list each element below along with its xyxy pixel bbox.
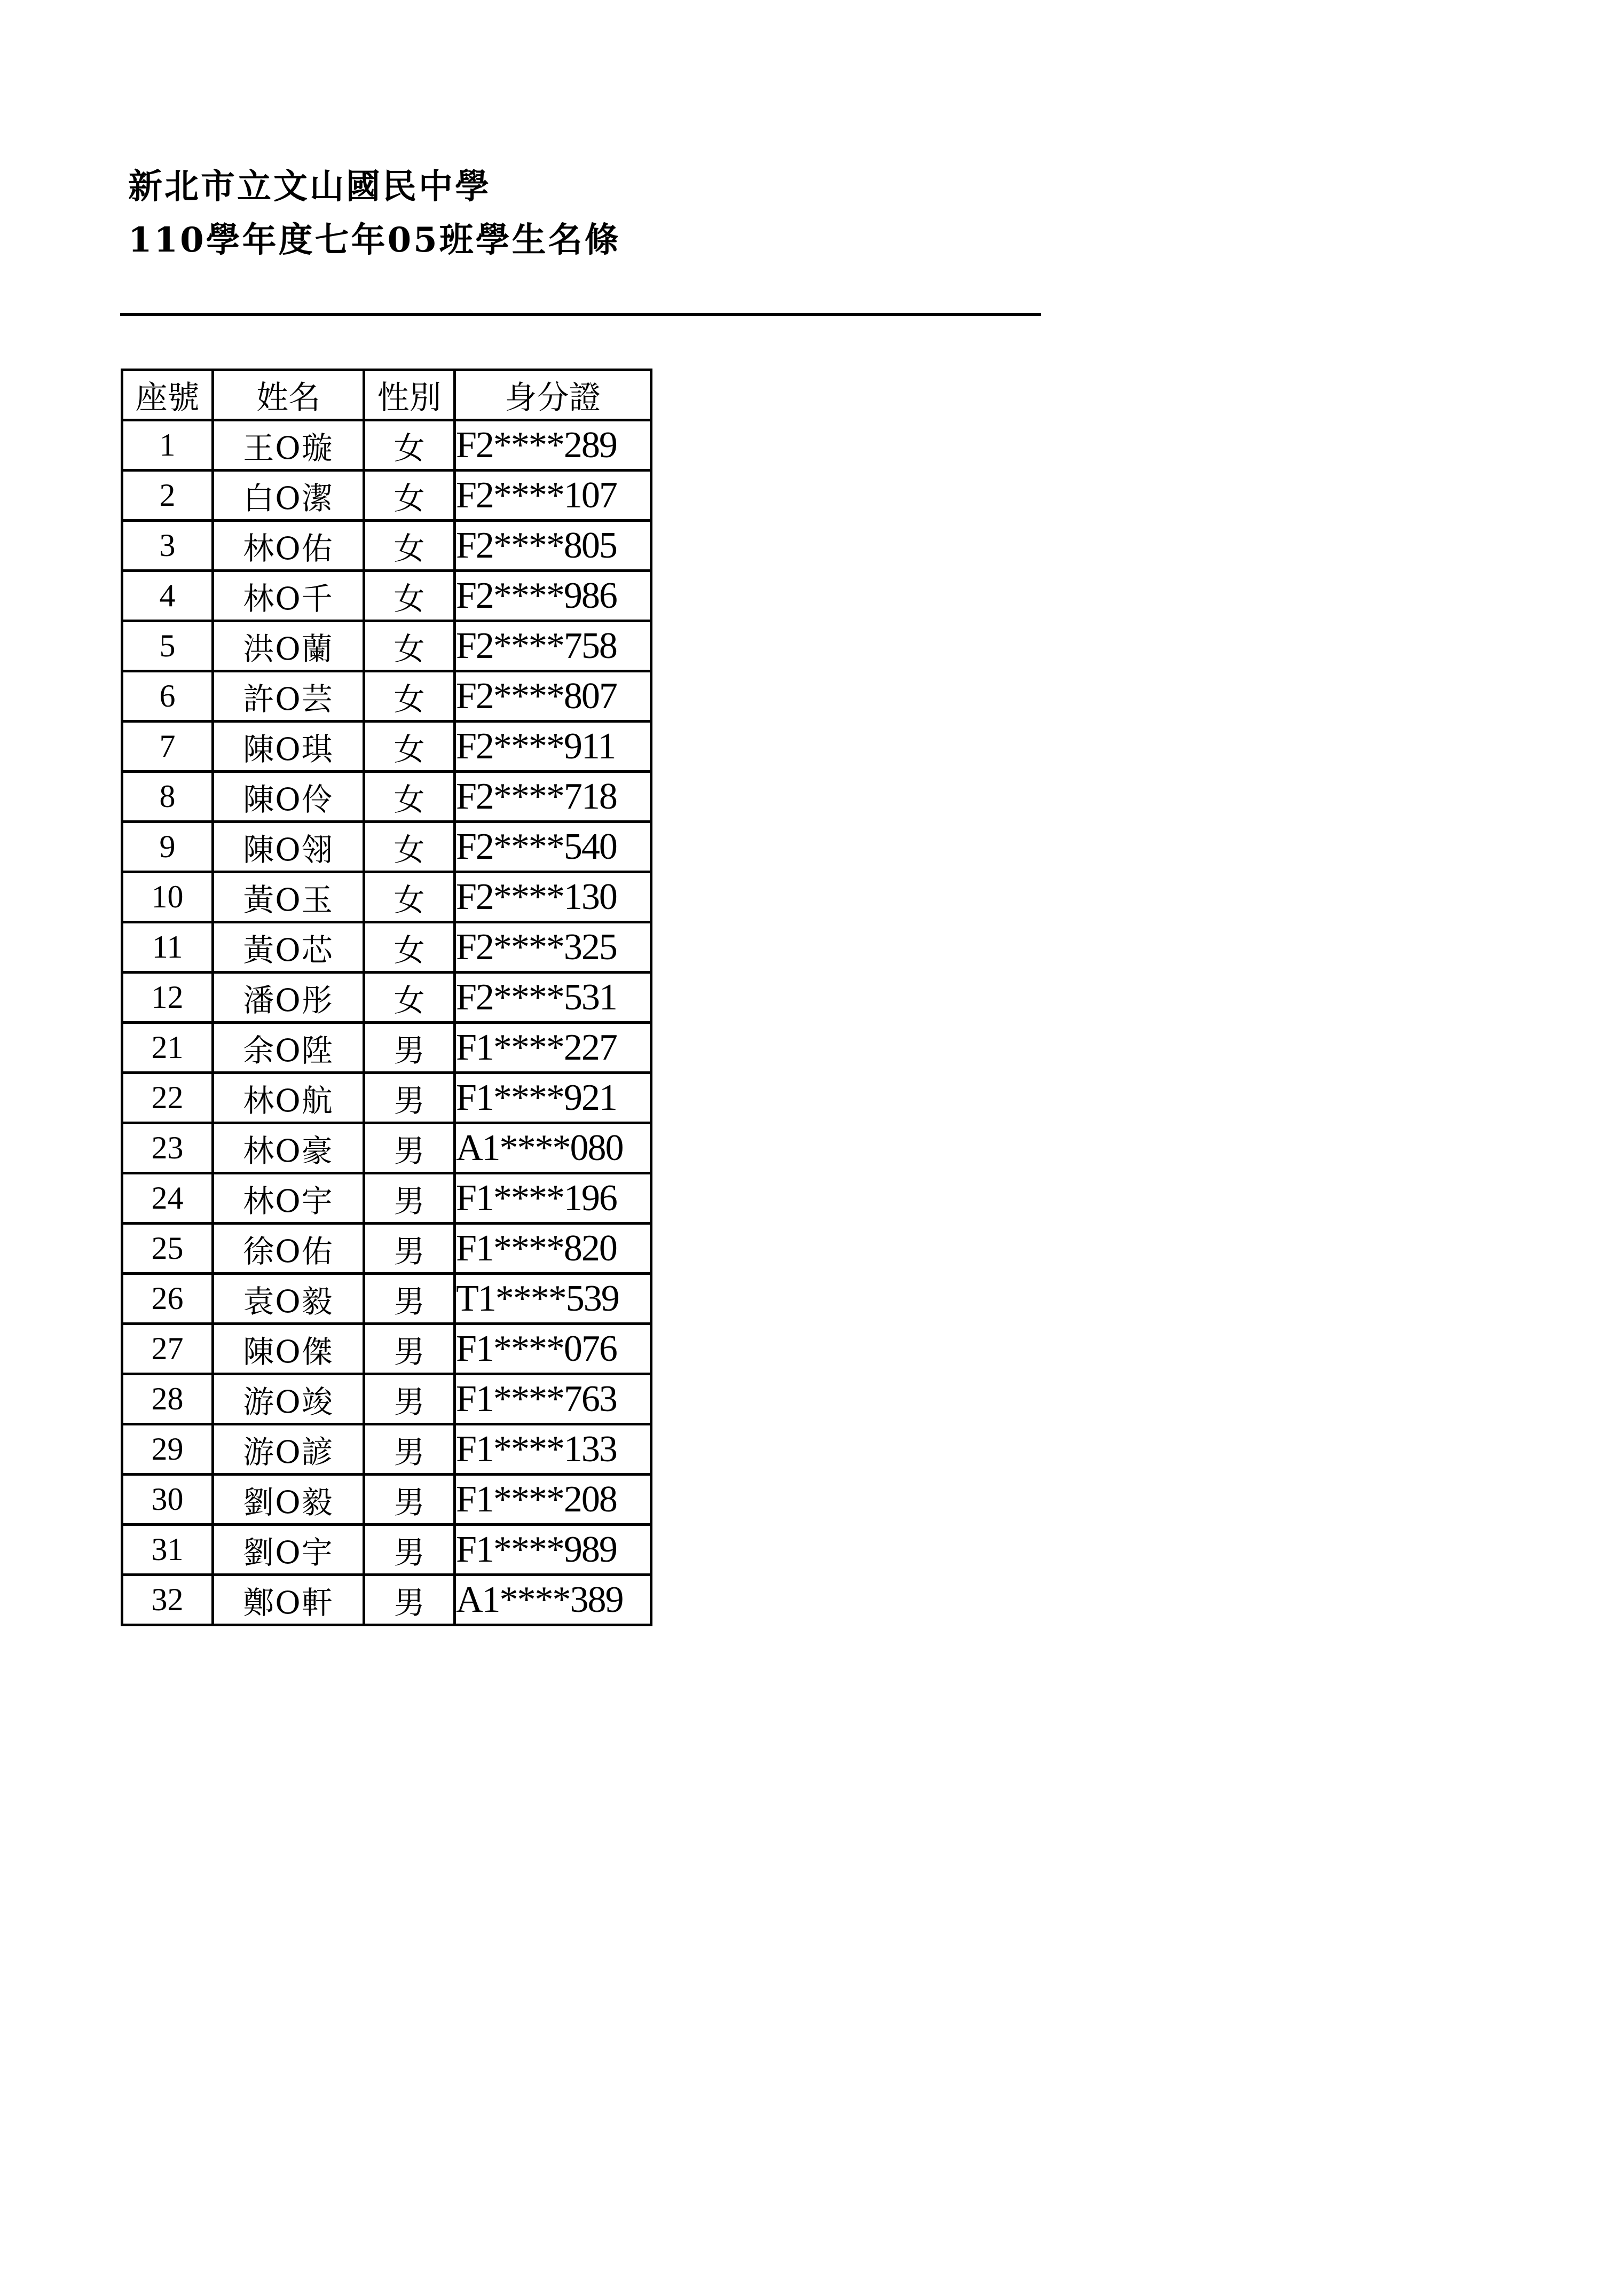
cell-seat-number: 6 [122,671,213,722]
cell-seat-number: 30 [122,1475,213,1525]
cell-seat-number: 23 [122,1123,213,1173]
cell-id-number: F1****133 [455,1424,651,1475]
cell-student-name: 余O陞 [213,1023,364,1073]
cell-id-number: F2****531 [455,973,651,1023]
table-row [122,1374,651,1424]
cell-student-name: 林O豪 [213,1123,364,1173]
cell-seat-number: 26 [122,1274,213,1324]
cell-gender: 女 [364,471,455,521]
table-row [122,1123,651,1173]
table-row [122,973,651,1023]
cell-id-number: F2****718 [455,772,651,822]
cell-seat-number: 31 [122,1525,213,1575]
cell-id-number: F2****911 [455,722,651,772]
cell-gender: 男 [364,1525,455,1575]
cell-student-name: 游O諺 [213,1424,364,1475]
roster-subtitle: 110學年度七年05班學生名條 [128,220,621,260]
cell-seat-number: 11 [122,922,213,973]
cell-student-name: 鄭O軒 [213,1575,364,1625]
cell-gender: 男 [364,1123,455,1173]
school-title: 新北市立文山國民中學 [128,167,491,207]
cell-student-name: 徐O佑 [213,1224,364,1274]
table-row [122,671,651,722]
cell-student-name: 劉O毅 [213,1475,364,1525]
table-body [122,420,651,1625]
table-row [122,822,651,872]
cell-student-name: 袁O毅 [213,1274,364,1324]
table-row [122,772,651,822]
cell-student-name: 林O航 [213,1073,364,1123]
cell-student-name: 洪O蘭 [213,621,364,671]
cell-student-name: 林O宇 [213,1173,364,1224]
cell-id-number: F2****325 [455,922,651,973]
cell-gender: 男 [364,1224,455,1274]
cell-student-name: 陳O翎 [213,822,364,872]
cell-seat-number: 7 [122,722,213,772]
cell-id-number: F1****076 [455,1324,651,1374]
table-row [122,1224,651,1274]
cell-gender: 男 [364,1475,455,1525]
column-header-id: 身分證 [455,370,651,420]
cell-seat-number: 8 [122,772,213,822]
cell-id-number: F1****921 [455,1073,651,1123]
cell-id-number: F2****540 [455,822,651,872]
cell-id-number: F1****989 [455,1525,651,1575]
cell-id-number: A1****080 [455,1123,651,1173]
cell-gender: 女 [364,922,455,973]
cell-student-name: 游O竣 [213,1374,364,1424]
cell-id-number: F2****986 [455,571,651,621]
column-header-name: 姓名 [213,370,364,420]
cell-id-number: F2****130 [455,872,651,922]
cell-gender: 女 [364,420,455,471]
cell-seat-number: 9 [122,822,213,872]
cell-student-name: 陳O傑 [213,1324,364,1374]
cell-id-number: F2****289 [455,420,651,471]
cell-student-name: 陳O伶 [213,772,364,822]
cell-gender: 女 [364,621,455,671]
cell-id-number: F2****758 [455,621,651,671]
cell-gender: 女 [364,772,455,822]
cell-student-name: 白O潔 [213,471,364,521]
cell-student-name: 林O佑 [213,521,364,571]
cell-gender: 男 [364,1324,455,1374]
column-header-sex: 性別 [364,370,455,420]
table-row [122,872,651,922]
cell-gender: 男 [364,1374,455,1424]
cell-id-number: A1****389 [455,1575,651,1625]
cell-gender: 女 [364,822,455,872]
table-row [122,1023,651,1073]
cell-gender: 男 [364,1173,455,1224]
cell-id-number: F2****805 [455,521,651,571]
cell-seat-number: 3 [122,521,213,571]
table-row [122,1475,651,1525]
cell-student-name: 林O千 [213,571,364,621]
cell-gender: 男 [364,1274,455,1324]
cell-seat-number: 28 [122,1374,213,1424]
cell-seat-number: 22 [122,1073,213,1123]
header-divider [120,313,1041,316]
column-header-seat: 座號 [122,370,213,420]
cell-student-name: 黃O玉 [213,872,364,922]
table-row [122,571,651,621]
cell-seat-number: 1 [122,420,213,471]
cell-seat-number: 25 [122,1224,213,1274]
table-row [122,1073,651,1123]
cell-student-name: 陳O琪 [213,722,364,772]
cell-gender: 女 [364,571,455,621]
table-row [122,922,651,973]
table-row [122,1525,651,1575]
cell-id-number: F1****820 [455,1224,651,1274]
table-header-row [122,370,651,420]
cell-id-number: F1****227 [455,1023,651,1073]
cell-seat-number: 12 [122,973,213,1023]
student-roster-table [121,369,652,1626]
cell-student-name: 王O璇 [213,420,364,471]
cell-seat-number: 29 [122,1424,213,1475]
cell-student-name: 黃O芯 [213,922,364,973]
table-row [122,471,651,521]
cell-seat-number: 4 [122,571,213,621]
table-row [122,1324,651,1374]
cell-gender: 女 [364,521,455,571]
table-row [122,1173,651,1224]
cell-id-number: T1****539 [455,1274,651,1324]
table-row [122,722,651,772]
cell-seat-number: 21 [122,1023,213,1073]
cell-seat-number: 2 [122,471,213,521]
cell-gender: 男 [364,1073,455,1123]
cell-student-name: 潘O彤 [213,973,364,1023]
cell-student-name: 許O芸 [213,671,364,722]
table-row [122,621,651,671]
table-row [122,420,651,471]
cell-gender: 女 [364,722,455,772]
table-row [122,1575,651,1625]
cell-seat-number: 5 [122,621,213,671]
cell-id-number: F1****763 [455,1374,651,1424]
cell-id-number: F2****107 [455,471,651,521]
table-row [122,521,651,571]
cell-seat-number: 10 [122,872,213,922]
cell-gender: 女 [364,973,455,1023]
cell-id-number: F2****807 [455,671,651,722]
cell-student-name: 劉O宇 [213,1525,364,1575]
cell-gender: 男 [364,1023,455,1073]
cell-gender: 男 [364,1424,455,1475]
cell-gender: 女 [364,872,455,922]
table-row [122,1274,651,1324]
cell-seat-number: 24 [122,1173,213,1224]
cell-id-number: F1****196 [455,1173,651,1224]
table-row [122,1424,651,1475]
cell-seat-number: 32 [122,1575,213,1625]
cell-gender: 女 [364,671,455,722]
cell-id-number: F1****208 [455,1475,651,1525]
cell-gender: 男 [364,1575,455,1625]
cell-seat-number: 27 [122,1324,213,1374]
